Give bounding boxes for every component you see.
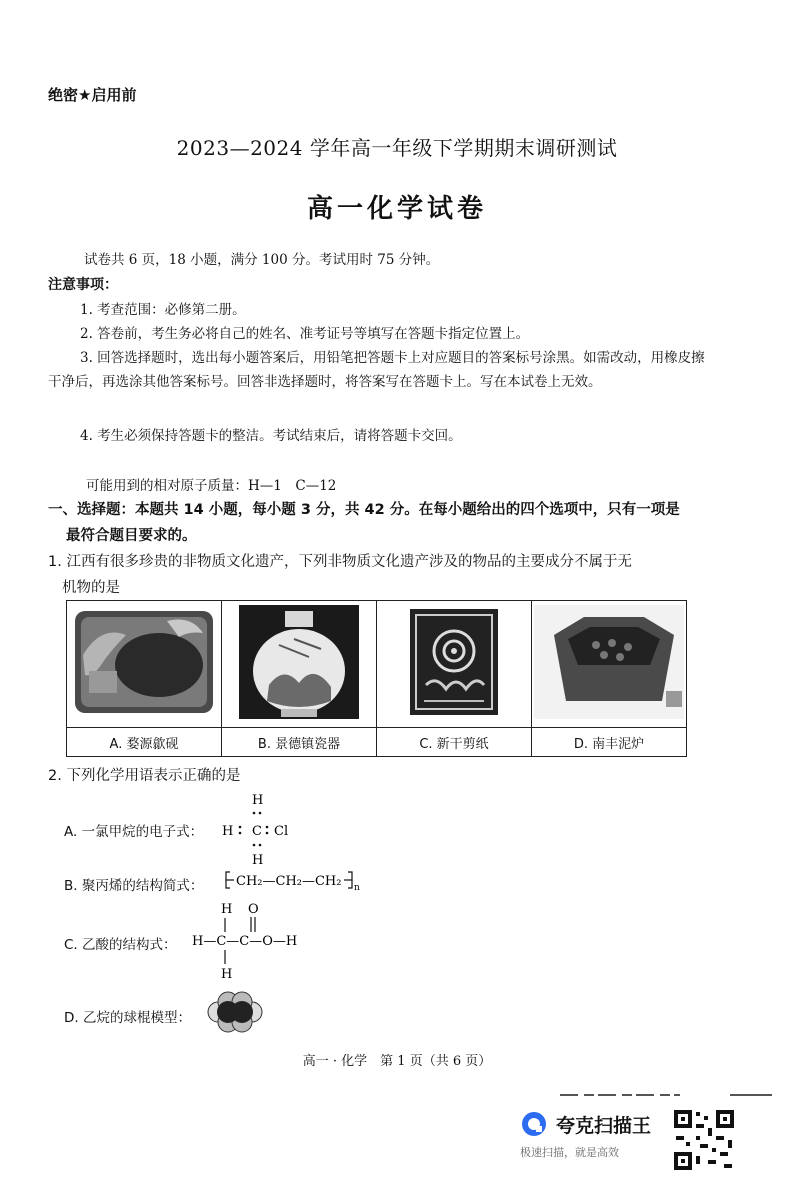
exam-title: 2023—2024 学年高一年级下学期期末调研测试: [176, 136, 618, 160]
acetic-o-top: O: [248, 902, 259, 917]
exam-intro: 试卷共 6 页，18 小题，满分 100 分。考试用时 75 分钟。: [84, 252, 440, 268]
acetic-acid-structure: [190, 898, 330, 984]
qr-code-icon: [672, 1108, 736, 1172]
question-1-image-table: [66, 600, 687, 757]
question-2-stem: 2. 下列化学用语表示正确的是: [48, 768, 241, 784]
porcelain-image: [222, 601, 377, 728]
acetic-main-chain: H—C—C—O—H: [192, 934, 298, 949]
option-d-caption: D. 南丰泥炉: [532, 728, 687, 757]
secret-mark: 绝密★启用前: [48, 86, 137, 104]
polymer-structure: [224, 868, 364, 892]
notice-item-4: 4. 考生必须保持答题卡的整洁。考试结束后，请将答题卡交回。: [80, 428, 462, 444]
option-a-caption: A. 婺源歙砚: [67, 728, 222, 757]
inkstone-icon: [71, 605, 217, 719]
notice-heading: 注意事项：: [48, 277, 118, 293]
acetic-h-top: H: [221, 902, 233, 917]
option-b-caption: B. 景德镇瓷器: [222, 728, 377, 757]
polymer-chain: CH₂—CH₂—CH₂: [236, 874, 342, 889]
papercut-icon: [406, 605, 502, 719]
option-c-caption: C. 新干剪纸: [377, 728, 532, 757]
quark-logo-icon: [520, 1110, 548, 1138]
question-1-line1: 1. 江西有很多珍贵的非物质文化遗产，下列非物质文化遗产涉及的物品的主要成分不属于无: [48, 554, 632, 570]
brand-badge: [520, 1110, 670, 1160]
atom-h-top: H: [252, 793, 264, 808]
section-heading-line2: 最符合题目要求的。: [66, 528, 197, 544]
atom-c: C: [252, 824, 262, 839]
acetic-h-bottom: H: [221, 967, 233, 982]
question-1-stem: [48, 549, 718, 601]
notice-item-3: 3. 回答选择题时，选出每小题答案后，用铅笔把答题卡上对应题目的答案标号涂黑。如需改动，用橡皮擦干净后，再选涂其他答案标号。回答非选择题时，将答案写在答题卡上。写在本试卷上无效。: [48, 350, 705, 390]
brand-slogan: 极速扫描，就是高效: [520, 1146, 619, 1159]
option-c-label: C. 乙酸的结构式：: [64, 937, 177, 953]
clay-stove-image: [532, 601, 687, 728]
scan-artifact-line: [560, 1090, 774, 1100]
atomic-mass: 可能用到的相对原子质量：H—1 C—12: [86, 478, 337, 494]
ethane-model-icon: [202, 990, 268, 1036]
section-heading: [48, 497, 718, 549]
polymer-n: n: [354, 883, 360, 892]
subject-title: 高一化学试卷: [306, 194, 487, 224]
page-footer: 高一 · 化学 第 1 页（共 6 页）: [302, 1054, 492, 1069]
option-d-label: D. 乙烷的球棍模型：: [64, 1010, 191, 1026]
atom-cl: Cl: [274, 824, 289, 839]
atom-h-bottom: H: [252, 853, 264, 868]
question-1-line2: 机物的是: [62, 580, 120, 596]
option-a-label: A. 一氯甲烷的电子式：: [64, 824, 204, 840]
vase-icon: [239, 605, 359, 719]
notice-item-1: 1. 考查范围：必修第二册。: [80, 302, 246, 318]
section-heading-line1: 一、选择题：本题共 14 小题，每小题 3 分，共 42 分。在每小题给出的四个选项中，只有一项是: [48, 502, 680, 518]
option-b-label: B. 聚丙烯的结构简式：: [64, 878, 204, 894]
notice-item-2: 2. 答卷前，考生务必将自己的姓名、准考证号等填写在答题卡指定位置上。: [80, 326, 530, 342]
brand-name: 夸克扫描王: [556, 1114, 652, 1137]
papercut-image: [377, 601, 532, 728]
atom-h-left: H: [222, 824, 234, 839]
chloromethane-electron-formula: [216, 790, 306, 870]
inkstone-image: [67, 601, 222, 728]
stove-icon: [534, 605, 684, 719]
